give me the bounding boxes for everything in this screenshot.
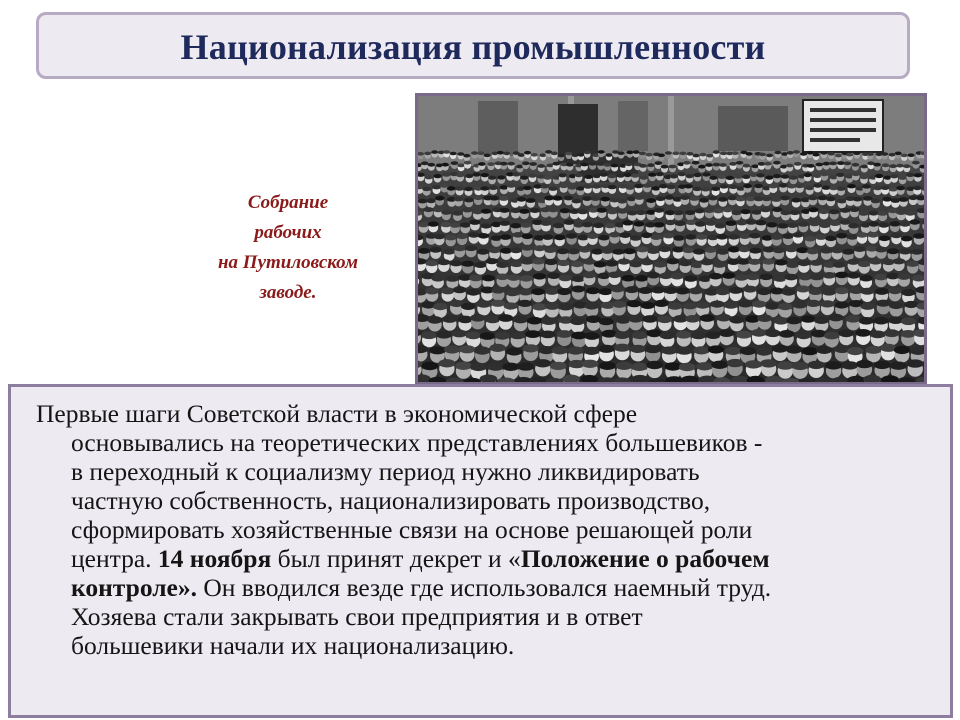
body-line-9: большевики начали их национализацию.: [71, 631, 515, 660]
body-line-6-a: центра.: [71, 544, 158, 573]
decree-title-part-2: контроле».: [71, 573, 197, 602]
body-line-2: основывались на теоретических представлениях большевиков -: [71, 428, 763, 457]
caption-line-2: рабочих: [254, 222, 322, 243]
body-line-7: [36, 573, 936, 602]
crowd-photo-image: [418, 96, 924, 382]
caption-line-3: на Путиловском: [218, 252, 358, 273]
decree-title-part-1: Положение о рабочем: [520, 544, 770, 573]
body-line-8: Хозяева стали закрывать свои предприятия и в ответ: [71, 602, 643, 631]
date-highlight: 14 ноября: [157, 544, 272, 573]
caption-line-4: заводе.: [259, 282, 317, 303]
body-line-5: сформировать хозяйственные связи на основе решающей роли: [71, 515, 753, 544]
crowd-photo: [415, 93, 927, 385]
body-text: [36, 399, 936, 660]
title-banner: [36, 12, 910, 79]
photo-caption: [178, 188, 398, 308]
body-line-7-b: Он вводился везде где использовался наемный труд.: [196, 573, 772, 602]
body-line-6-c: был принят декрет и «: [271, 544, 521, 573]
slide-title: Национализация промышленности: [180, 26, 766, 67]
body-line-4: частную собственность, национализировать производство,: [71, 486, 711, 515]
body-line-6: [36, 544, 936, 573]
body-panel: [8, 384, 953, 718]
body-line-1: Первые шаги Советской власти в экономической сфере: [36, 399, 638, 428]
caption-line-1: Собрание: [247, 192, 329, 213]
body-line-3: в переходный к социализму период нужно ликвидировать: [71, 457, 700, 486]
